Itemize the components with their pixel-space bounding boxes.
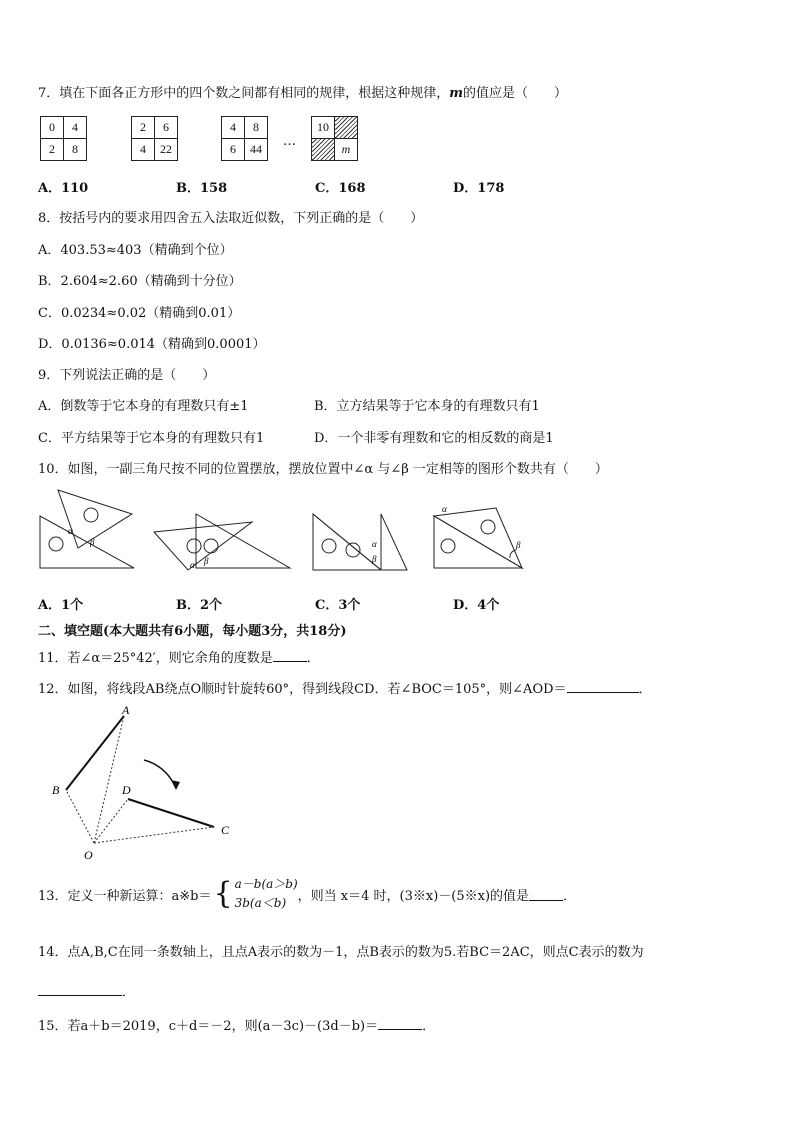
q9-option-c: C．平方结果等于它本身的有理数只有1 <box>38 431 265 446</box>
q10-option-c: C．3个 <box>315 598 361 613</box>
hatched-cell <box>312 139 335 161</box>
question-7-text: 7．填在下面各正方形中的四个数之间都有相同的规律，根据这种规律， <box>38 86 450 101</box>
question-13-end: ． <box>563 888 577 904</box>
question-7-variable: m <box>449 86 464 101</box>
beta-label: β <box>204 556 209 566</box>
q9-option-d: D．一个非零有理数和它的相反数的商是1 <box>314 431 554 446</box>
q9-option-a: A．倒数等于它本身的有理数只有±1 <box>38 399 249 414</box>
case-2: 3b(a＜b) <box>234 896 287 910</box>
beta-label: β <box>516 540 521 550</box>
q7-option-a: A．110 <box>38 181 89 196</box>
square-1-cell: 0 <box>41 117 64 139</box>
beta-label: β <box>372 554 377 564</box>
answer-blank[interactable] <box>273 649 307 662</box>
point-a-label: A <box>122 703 130 717</box>
set-square-figure-4 <box>430 502 528 574</box>
set-square-figure-3 <box>311 512 409 574</box>
set-square-figure-2 <box>152 512 294 574</box>
alpha-label: α <box>68 526 73 536</box>
answer-blank[interactable] <box>38 983 122 996</box>
question-12-end: ． <box>638 682 652 697</box>
q10-option-a: A．1个 <box>38 598 84 613</box>
question-13-text-end: ，则当 x＝4 时，(3※x)－(5※x)的值是 <box>297 888 530 904</box>
square-1-cell: 4 <box>64 117 87 139</box>
rotation-figure <box>44 700 244 862</box>
square-3-cell: 8 <box>245 117 268 139</box>
square-4-cell: 10 <box>312 117 335 139</box>
square-4-cell: m <box>335 139 358 161</box>
q8-option-d: D．0.0136≈0.014（精确到0.0001） <box>38 337 266 352</box>
question-14-end: ． <box>122 985 136 1000</box>
point-o-label: O <box>84 848 93 862</box>
question-7-text-end: 的值应是（ ） <box>463 86 568 101</box>
point-d-label: D <box>122 783 131 797</box>
question-8: 8．按括号内的要求用四舍五入法取近似数，下列正确的是（ ） <box>38 211 424 226</box>
square-2-cell: 6 <box>155 117 178 139</box>
q7-option-b: B．158 <box>176 181 228 196</box>
question-11 <box>38 647 320 666</box>
square-2-cell: 22 <box>155 139 178 161</box>
set-square-figure-1 <box>38 486 138 572</box>
q10-option-b: B．2个 <box>176 598 223 613</box>
question-7 <box>38 82 567 101</box>
question-15-text: 15．若a＋b＝2019，c＋d＝－2，则(a－3c)－(3d－b)＝ <box>38 1019 379 1034</box>
question-14-answer-line <box>38 981 135 1000</box>
question-12 <box>38 678 652 697</box>
q8-option-b: B．2.604≈2.60（精确到十分位） <box>38 274 242 289</box>
q7-option-c: C．168 <box>315 181 366 196</box>
answer-blank[interactable] <box>378 1017 422 1030</box>
question-9: 9．下列说法正确的是（ ） <box>38 368 216 383</box>
case-1: a－b(a＞b) <box>234 877 298 891</box>
q8-option-a: A．403.53≈403（精确到个位） <box>38 243 233 258</box>
number-square-3 <box>221 116 268 161</box>
question-15 <box>38 1015 435 1034</box>
square-1-cell: 8 <box>64 139 87 161</box>
section-heading: 二、填空题(本大题共有6小题，每小题3分，共18分) <box>38 624 347 639</box>
beta-label: β <box>90 537 95 547</box>
question-11-end: ． <box>306 651 320 666</box>
answer-blank[interactable] <box>567 680 639 693</box>
number-square-4 <box>311 116 358 161</box>
square-1-cell: 2 <box>41 139 64 161</box>
alpha-label: α <box>372 539 377 549</box>
q7-option-d: D．178 <box>453 181 505 196</box>
brace: { <box>213 876 233 911</box>
square-2-cell: 2 <box>132 117 155 139</box>
alpha-label: α <box>190 560 195 570</box>
question-14: 14．点A,B,C在同一条数轴上，且点A表示的数为－1，点B表示的数为5.若BC＝2AC，则点C表示的数为 <box>38 945 644 960</box>
point-b-label: B <box>52 783 60 797</box>
question-10: 10．如图，一副三角尺按不同的位置摆放，摆放位置中∠α 与∠β 一定相等的图形个数共有（ ） <box>38 462 608 477</box>
question-13 <box>38 874 576 914</box>
square-3-cell: 44 <box>245 139 268 161</box>
point-c-label: C <box>221 823 230 837</box>
alpha-label: α <box>442 504 447 514</box>
piecewise-cases <box>235 875 298 913</box>
square-3-cell: 6 <box>222 139 245 161</box>
square-3-cell: 4 <box>222 117 245 139</box>
question-11-text: 11．若∠α＝25°42′，则它余角的度数是 <box>38 651 273 666</box>
q10-option-d: D．4个 <box>453 598 500 613</box>
ellipsis: … <box>283 134 296 149</box>
q9-option-b: B．立方结果等于它本身的有理数只有1 <box>314 399 540 414</box>
answer-blank[interactable] <box>529 888 563 901</box>
square-2-cell: 4 <box>132 139 155 161</box>
question-15-end: ． <box>422 1019 436 1034</box>
question-12-text: 12．如图，将线段AB绕点O顺时针旋转60°，得到线段CD．若∠BOC＝105°，则∠AOD＝ <box>38 682 567 697</box>
q8-option-c: C．0.0234≈0.02（精确到0.01） <box>38 306 241 321</box>
number-square-1 <box>40 116 87 161</box>
hatched-cell <box>335 117 358 139</box>
number-square-2 <box>131 116 178 161</box>
question-13-text: 13．定义一种新运算：a※b＝ <box>38 888 212 904</box>
